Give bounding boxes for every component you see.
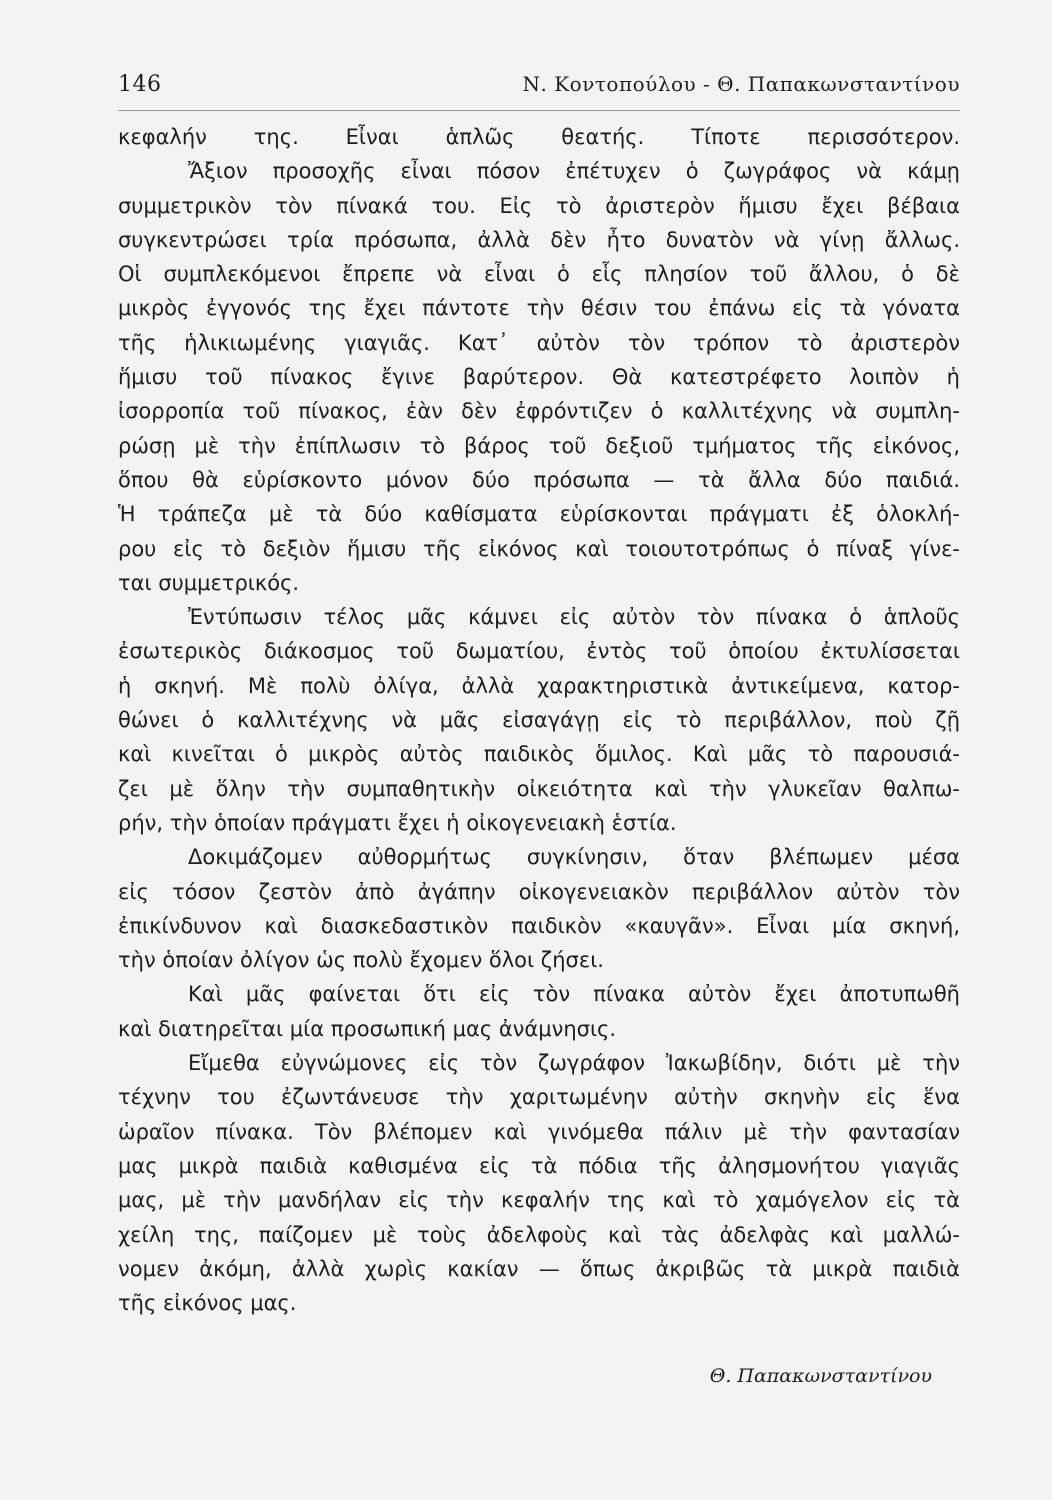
text-line: κεφαλήν της. Εἶναι ἁπλῶς θεατής. Τίποτε περισσότερον. — [118, 125, 960, 149]
text-line: Ἄξιον προσοχῆς εἶναι πόσον ἐπέτυχεν ὁ ζωγράφος νὰ κάμῃ — [188, 159, 960, 184]
text-line: Καὶ μᾶς φαίνεται ὅτι εἰς τὸν πίνακα αὐτὸν ἔχει ἀποτυπωθῆ — [188, 982, 960, 1007]
text-line: μας, μὲ τὴν μανδήλαν εἰς τὴν κεφαλήν της καὶ τὸ χαμόγελον εἰς τὰ — [118, 1188, 960, 1213]
text-line: ρήν, τὴν ὁποίαν πράγματι ἔχει ἡ οἰκογενειακὴ ἑστία. — [118, 810, 677, 835]
text-line: καὶ κινεῖται ὁ μικρὸς αὐτὸς παιδικὸς ὅμιλος. Καὶ μᾶς τὸ παρουσιά- — [118, 742, 960, 767]
text-line: Ἐντύπωσιν τέλος μᾶς κάμνει εἰς αὐτὸν τὸν πίνακα ὁ ἁπλοῦς — [188, 605, 960, 630]
page-number: 146 — [118, 72, 162, 97]
text-line: μικρὸς ἐγγονός της ἔχει πάντοτε τὴν θέσιν του ἐπάνω εἰς τὰ γόνατα — [118, 296, 960, 321]
text-line: ἐσωτερικὸς διάκοσμος τοῦ δωματίου, ἐντὸς τοῦ ὁποίου ἐκτυλίσσεται — [118, 639, 960, 664]
text-line: καὶ διατηρεῖται μία προσωπική μας ἀνάμνησις. — [118, 1016, 617, 1041]
text-line: μας μικρὰ παιδιὰ καθισμένα εἰς τὰ πόδια τῆς ἀλησμονήτου γιαγιᾶς — [118, 1153, 960, 1178]
text-line: Οἱ συμπλεκόμενοι ἔπρεπε νὰ εἶναι ὁ εἷς πλησίον τοῦ ἄλλου, ὁ δὲ — [118, 262, 960, 287]
text-line: τῆς ἡλικιωμένης γιαγιᾶς. Κατ᾽ αὐτὸν τὸν τρόπον τὸ ἀριστερὸν — [118, 330, 960, 355]
text-line: εἰς τόσον ζεστὸν ἀπὸ ἀγάπην οἰκογενειακὸν περιβάλλον αὐτὸν τὸν — [118, 879, 960, 904]
page-header — [118, 72, 960, 106]
text-line: τέχνην του ἐζωντάνευσε τὴν χαριτωμένην αὐτὴν σκηνὴν εἰς ἕνα — [118, 1085, 960, 1110]
text-line: ρου εἰς τὸ δεξιὸν ἥμισυ τῆς εἰκόνος καὶ τοιουτοτρόπως ὁ πίναξ γίνε- — [118, 536, 960, 561]
text-line: Ἡ τράπεζα μὲ τὰ δύο καθίσματα εὑρίσκονται πράγματι ἐξ ὁλοκλή- — [118, 502, 960, 527]
text-line: Εἴμεθα εὐγνώμονες εἰς τὸν ζωγράφον Ἰακωβίδην, διότι μὲ τὴν — [188, 1051, 960, 1076]
text-line: νομεν ἀκόμη, ἀλλὰ χωρὶς κακίαν — ὅπως ἀκριβῶς τὰ μικρὰ παιδιὰ — [118, 1256, 960, 1281]
text-line: τὴν ὁποίαν ὀλίγον ὡς πολὺ ἔχομεν ὅλοι ζήσει. — [118, 948, 604, 973]
text-line: ται συμμετρικός. — [118, 570, 300, 595]
text-line: ρώσῃ μὲ τὴν ἐπίπλωσιν τὸ βάρος τοῦ δεξιοῦ τμήματος τῆς εἰκόνος, — [118, 433, 960, 458]
text-line: τῆς εἰκόνος μας. — [118, 1291, 297, 1316]
text-line: ἡ σκηνή. Μὲ πολὺ ὀλίγα, ἀλλὰ χαρακτηριστικὰ ἀντικείμενα, κατορ- — [118, 673, 960, 698]
body-text — [118, 120, 960, 1320]
text-line: ὡραῖον πίνακα. Τὸν βλέπομεν καὶ γινόμεθα πάλιν μὲ τὴν φαντασίαν — [118, 1119, 960, 1144]
text-line: χείλη της, παίζομεν μὲ τοὺς ἀδελφοὺς καὶ τὰς ἀδελφὰς καὶ μαλλώ- — [118, 1222, 960, 1247]
text-line: ζει μὲ ὅλην τὴν συμπαθητικὴν οἰκειότητα καὶ τὴν γλυκεῖαν θαλπω- — [118, 776, 960, 801]
header-rule — [118, 110, 960, 111]
author-signature: Θ. Παπακωνσταντίνου — [709, 1365, 932, 1387]
text-line: Δοκιμάζομεν αὐθορμήτως συγκίνησιν, ὅταν βλέπωμεν μέσα — [188, 845, 960, 870]
running-head: Ν. Κοντοπούλου - Θ. Παπακωνσταντίνου — [522, 72, 960, 96]
text-line: συγκεντρώσει τρία πρόσωπα, ἀλλὰ δὲν ἦτο δυνατὸν νὰ γίνῃ ἄλλως. — [118, 227, 960, 252]
text-line: συμμετρικὸν τὸν πίνακά του. Εἰς τὸ ἀριστερὸν ἥμισυ ἔχει βέβαια — [118, 193, 960, 218]
text-line: θώνει ὁ καλλιτέχνης νὰ μᾶς εἰσαγάγῃ εἰς τὸ περιβάλλον, ποὺ ζῇ — [118, 708, 960, 733]
text-line: ἰσορροπία τοῦ πίνακος, ἐὰν δὲν ἐφρόντιζεν ὁ καλλιτέχνης νὰ συμπλη- — [118, 399, 960, 424]
text-line: ὅπου θὰ εὑρίσκοντο μόνον δύο πρόσωπα — τὰ ἄλλα δύο παιδιά. — [118, 467, 960, 492]
text-line: ἐπικίνδυνον καὶ διασκεδαστικὸν παιδικὸν «καυγᾶν». Εἶναι μία σκηνή, — [118, 913, 960, 938]
text-line: ἥμισυ τοῦ πίνακος ἔγινε βαρύτερον. Θὰ κατεστρέφετο λοιπὸν ἡ — [118, 365, 960, 390]
